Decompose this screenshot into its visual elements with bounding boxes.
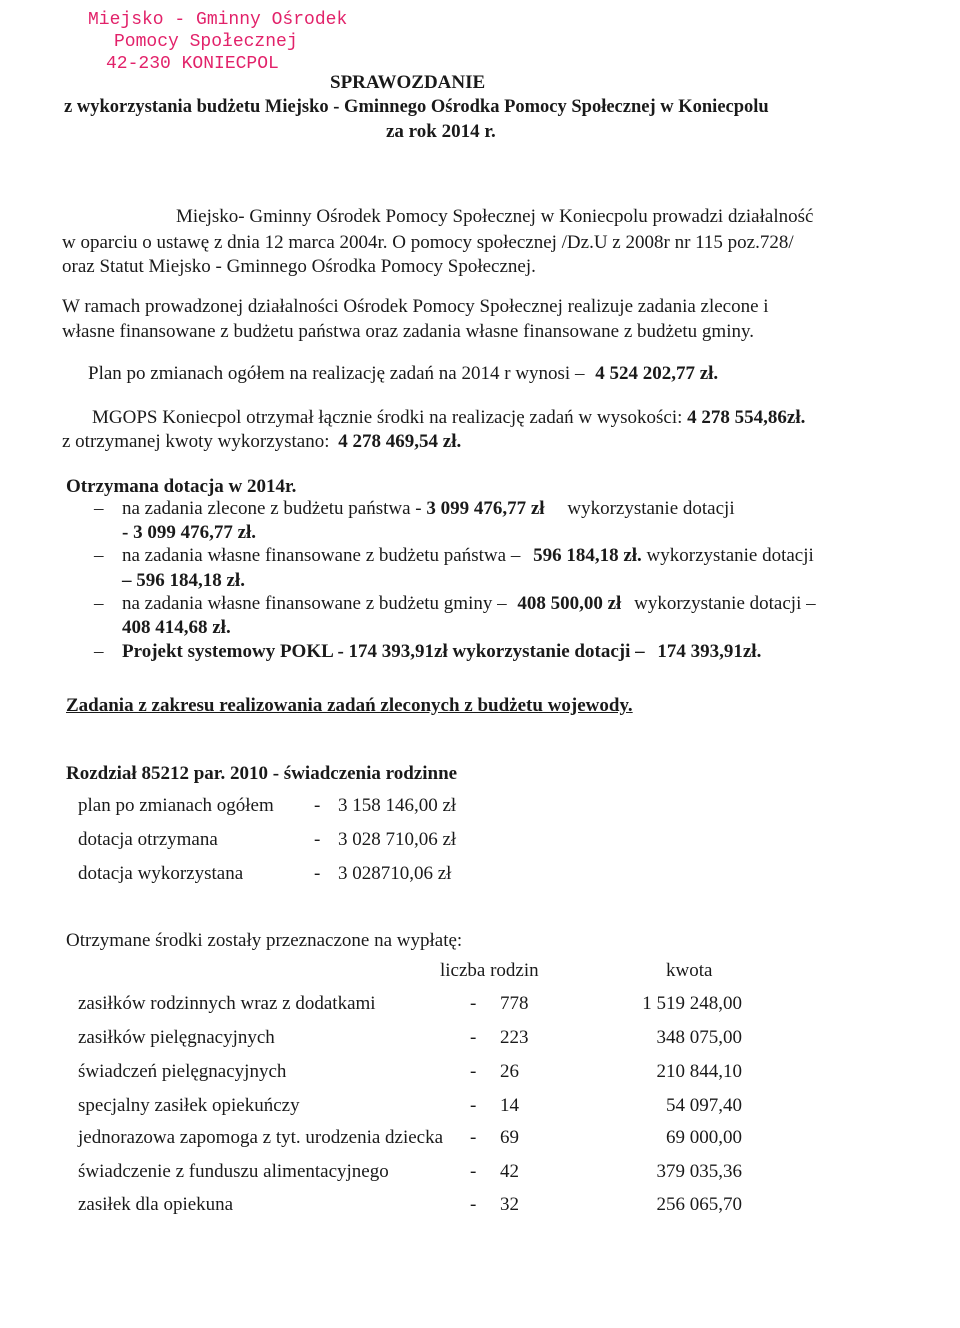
grant-3-amount: 408 500,00 zł — [517, 593, 622, 614]
used-amount: 4 278 469,54 zł. — [338, 431, 462, 452]
rozdzial-row-value: 3 158 146,00 zł — [338, 795, 457, 816]
payment-row-count: 32 — [500, 1194, 519, 1215]
intro-p2-line2: własne finansowane z budżetu państwa oraz zadania własne finansowane z budżetu gminy. — [62, 321, 755, 342]
grant-1-line2: - 3 099 476,77 zł. — [122, 522, 257, 543]
rozdzial-row-dash: - — [314, 863, 321, 884]
stamp-line-2: Pomocy Społecznej — [114, 32, 298, 52]
rozdzial-row-value: 3 028710,06 zł — [338, 863, 452, 884]
payment-row-dash: - — [470, 1095, 477, 1116]
payment-row-count: 223 — [500, 1027, 529, 1048]
payment-row-amount: 256 065,70 — [656, 1194, 742, 1215]
payment-row-amount: 1 519 248,00 — [642, 993, 742, 1014]
mgops-line — [92, 407, 805, 429]
payment-row-amount: 379 035,36 — [656, 1161, 742, 1182]
grant-3-use: wykorzystanie dotacji – — [634, 593, 816, 614]
payment-row-label: zasiłków pielęgnacyjnych — [78, 1027, 275, 1048]
intro-p2-line1: W ramach prowadzonej działalności Ośrodek Pomocy Społecznej realizuje zadania zlecone i — [62, 296, 769, 317]
payment-row-count: 42 — [500, 1161, 519, 1182]
plan-line — [88, 363, 718, 385]
intro-p1-line2: w oparciu o ustawę z dnia 12 marca 2004r. O pomocy społecznej /Dz.U z 2008r nr 115 poz.728/ — [62, 232, 794, 253]
payment-row-amount: 348 075,00 — [656, 1027, 742, 1048]
rozdzial-row-label: plan po zmianach ogółem — [78, 795, 274, 816]
payment-row-count: 14 — [500, 1095, 519, 1116]
grant-1-text: na zadania zlecone z budżetu państwa - — [122, 498, 422, 519]
document-subtitle: z wykorzystania budżetu Miejsko - Gminnego Ośrodka Pomocy Społecznej w Koniecpolu — [64, 97, 769, 117]
mgops-text: MGOPS Koniecpol otrzymał łącznie środki na realizację zadań w wysokości: — [92, 407, 683, 428]
document-year: za rok 2014 r. — [386, 121, 496, 142]
bullet-dash: – — [94, 498, 104, 519]
payment-row-count: 26 — [500, 1061, 519, 1082]
grant-4-line — [122, 641, 761, 663]
grant-3-text: na zadania własne finansowane z budżetu gminy – — [122, 593, 507, 614]
payment-row-dash: - — [470, 1127, 477, 1148]
payment-row-amount: 69 000,00 — [666, 1127, 742, 1148]
payment-row-count: 778 — [500, 993, 529, 1014]
plan-text: Plan po zmianach ogółem na realizację zadań na 2014 r wynosi – — [88, 363, 585, 384]
payment-row-label: zasiłek dla opiekuna — [78, 1194, 234, 1215]
rozdzial-row-dash: - — [314, 829, 321, 850]
intro-p1-line3: oraz Statut Miejsko - Gminnego Ośrodka Pomocy Społecznej. — [62, 256, 536, 277]
payment-row-dash: - — [470, 1161, 477, 1182]
payment-row-dash: - — [470, 993, 477, 1014]
grant-2-use: wykorzystanie dotacji — [646, 545, 814, 566]
stamp-line-1: Miejsko - Gminny Ośrodek — [88, 10, 348, 30]
bullet-dash: – — [94, 641, 104, 662]
payment-row-dash: - — [470, 1194, 477, 1215]
rozdzial-heading: Rozdział 85212 par. 2010 - świadczenia rodzinne — [66, 763, 458, 784]
grant-2-line2: – 596 184,18 zł. — [122, 570, 245, 591]
grant-1-line1 — [122, 498, 735, 520]
stamp-line-3: 42-230 KONIECPOL — [106, 54, 279, 74]
mgops-amount: 4 278 554,86zł. — [687, 407, 806, 428]
grant-2-text: na zadania własne finansowane z budżetu państwa – — [122, 545, 521, 566]
payment-row-amount: 210 844,10 — [656, 1061, 742, 1082]
payment-row-dash: - — [470, 1061, 477, 1082]
bullet-dash: – — [94, 545, 104, 566]
rozdzial-row-value: 3 028 710,06 zł — [338, 829, 457, 850]
grant-2-line1 — [122, 545, 814, 567]
payment-row-dash: - — [470, 1027, 477, 1048]
used-text: z otrzymanej kwoty wykorzystano: — [62, 431, 330, 452]
payment-row-label: świadczenie z funduszu alimentacyjnego — [78, 1161, 389, 1182]
plan-amount: 4 524 202,77 zł. — [595, 363, 719, 384]
grant-1-amount: 3 099 476,77 zł — [426, 498, 545, 519]
grant-4-text: Projekt systemowy POKL - 174 393,91zł wykorzystanie dotacji – — [122, 641, 645, 662]
grant-3-line1 — [122, 593, 816, 615]
grant-3-line2: 408 414,68 zł. — [122, 617, 231, 638]
document-title: SPRAWOZDANIE — [330, 72, 486, 93]
bullet-dash: – — [94, 593, 104, 614]
intro-p1-line1: Miejsko- Gminny Ośrodek Pomocy Społecznej w Koniecpolu prowadzi działalność — [176, 206, 814, 227]
grant-4-amount: 174 393,91zł. — [657, 641, 762, 662]
grants-heading: Otrzymana dotacja w 2014r. — [66, 476, 297, 497]
used-line — [62, 431, 461, 453]
grant-1-use: wykorzystanie dotacji — [567, 498, 735, 519]
rozdzial-row-label: dotacja otrzymana — [78, 829, 218, 850]
payment-row-label: specjalny zasiłek opiekuńczy — [78, 1095, 300, 1116]
col-header-amount: kwota — [666, 960, 713, 981]
rozdzial-row-dash: - — [314, 795, 321, 816]
payment-row-label: jednorazowa zapomoga z tyt. urodzenia dziecka — [78, 1127, 444, 1148]
payment-row-label: zasiłków rodzinnych wraz z dodatkami — [78, 993, 376, 1014]
payment-row-label: świadczeń pielęgnacyjnych — [78, 1061, 287, 1082]
grant-2-amount: 596 184,18 zł. — [533, 545, 642, 566]
col-header-count: liczba rodzin — [440, 960, 539, 981]
section-heading: Zadania z zakresu realizowania zadań zleconych z budżetu wojewody. — [66, 695, 633, 716]
payment-row-amount: 54 097,40 — [666, 1095, 742, 1116]
payments-intro: Otrzymane środki zostały przeznaczone na wypłatę: — [66, 930, 463, 951]
rozdzial-row-label: dotacja wykorzystana — [78, 863, 244, 884]
payment-row-count: 69 — [500, 1127, 519, 1148]
